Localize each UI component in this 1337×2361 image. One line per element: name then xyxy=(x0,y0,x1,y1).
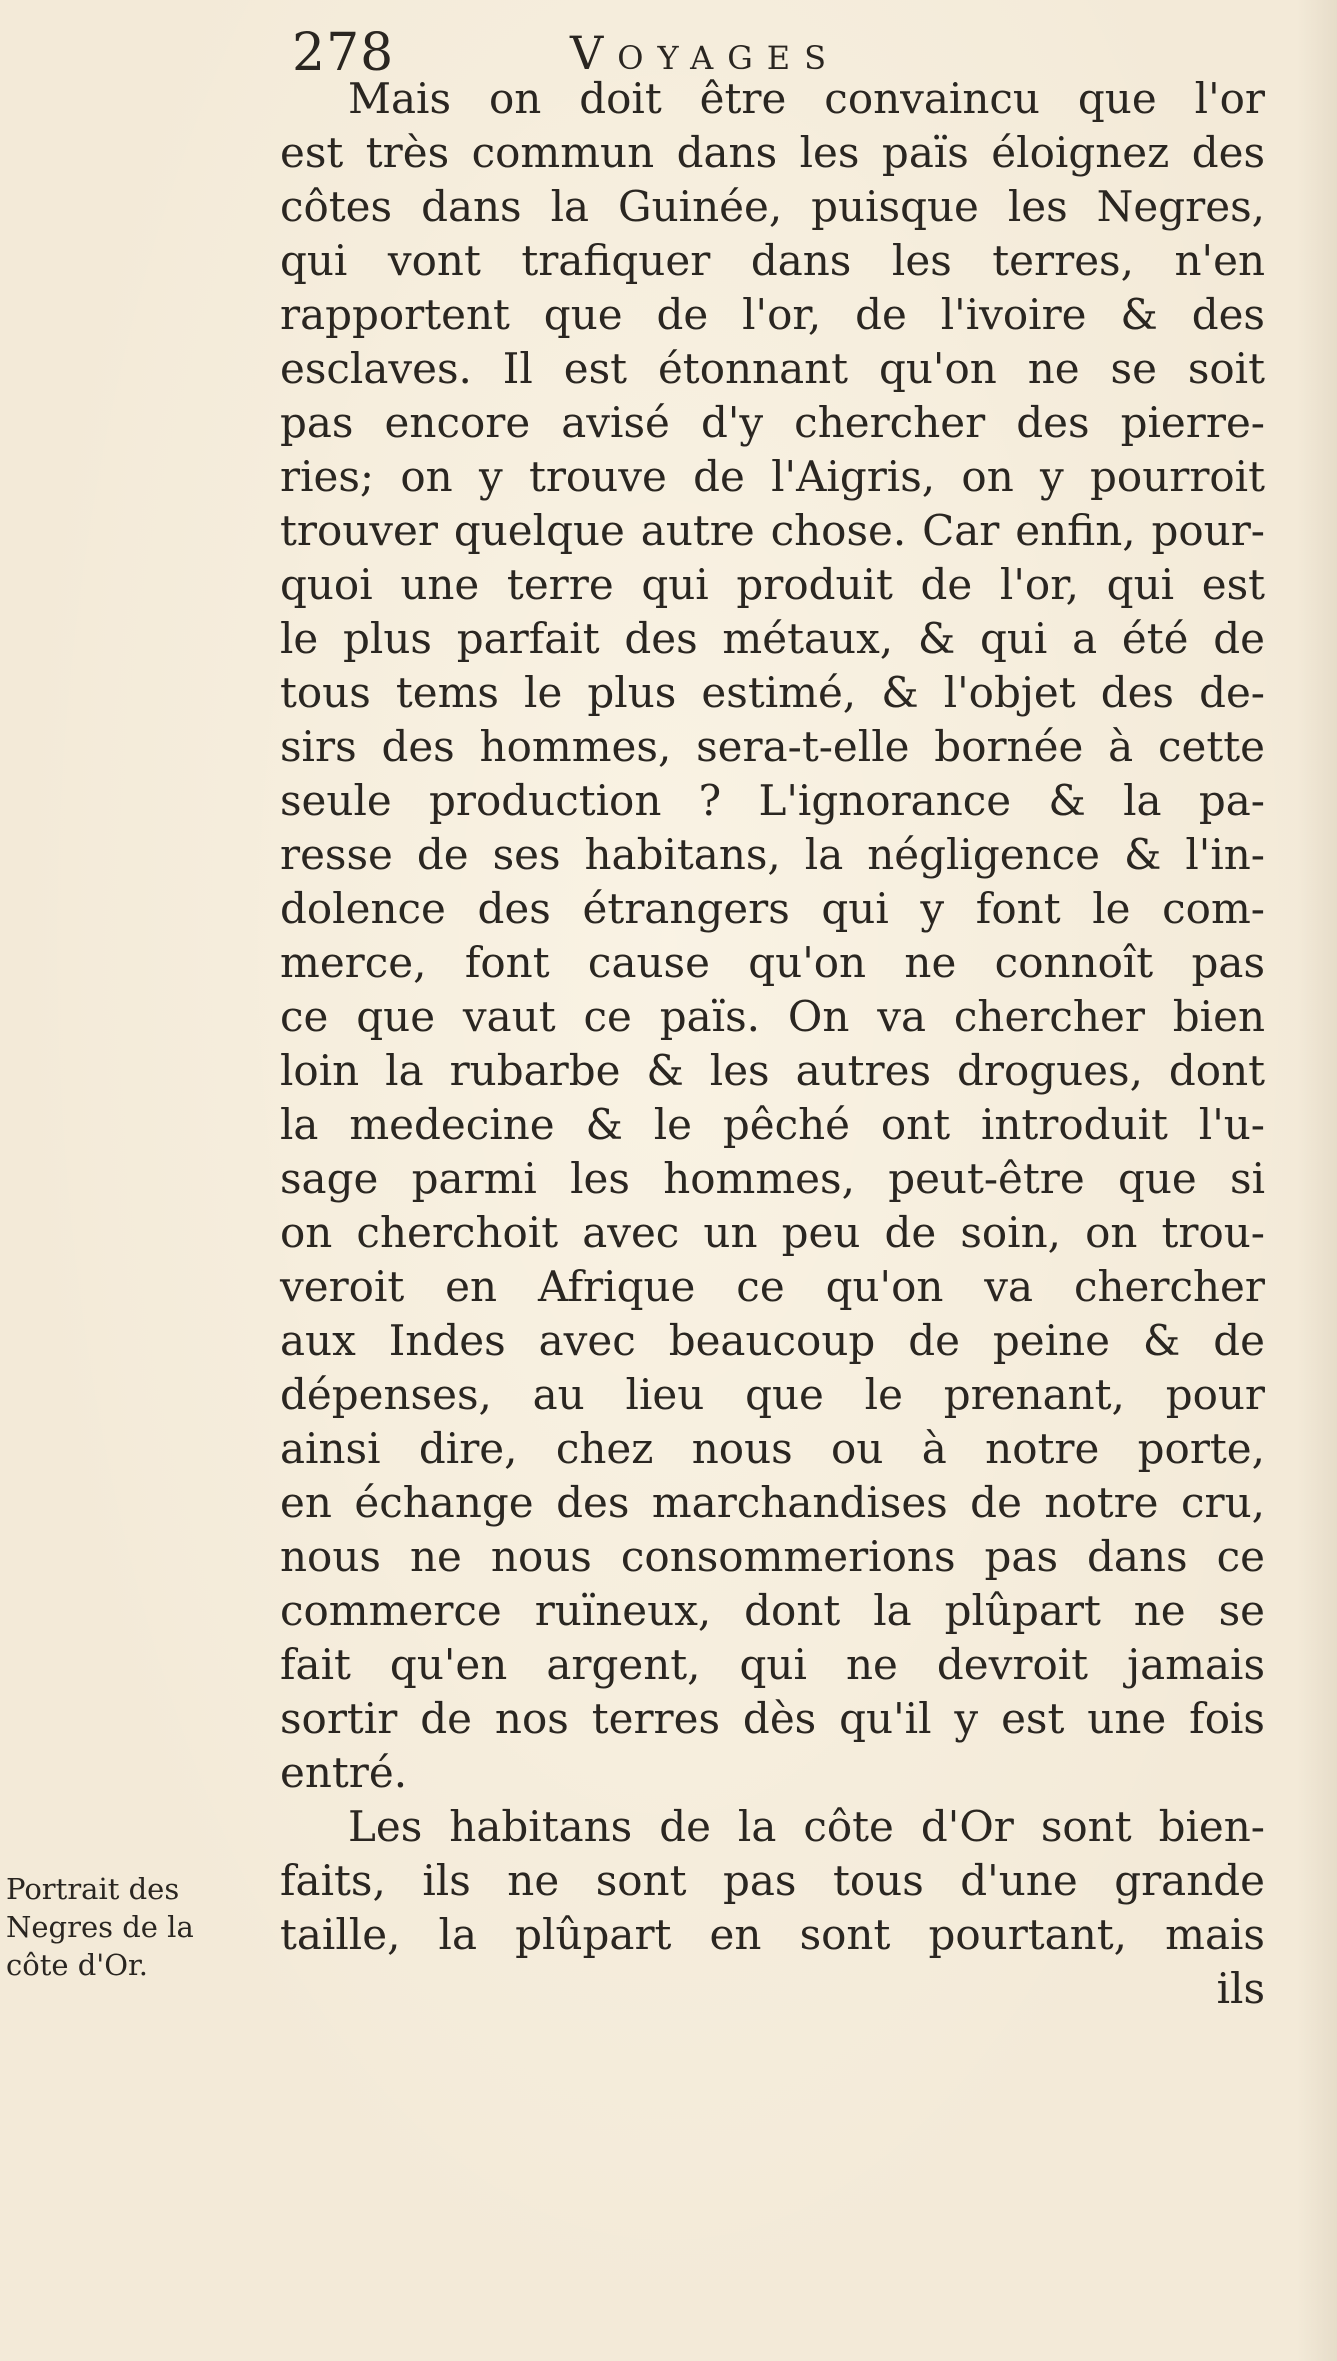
text-line: la medecine & le pêché ont introduit l'u- xyxy=(280,1100,1265,1149)
page-number: 278 xyxy=(292,23,395,83)
text-line: dépenses, au lieu que le prenant, pour xyxy=(280,1370,1265,1419)
text-line: sirs des hommes, sera-t-elle bornée à cette xyxy=(280,722,1265,771)
text-line: Mais on doit être convaincu que l'or xyxy=(348,74,1265,123)
margin-note-line: côte d'Or. xyxy=(6,1948,148,1982)
text-line: qui vont trafiquer dans les terres, n'en xyxy=(280,236,1265,285)
text-line: pas encore avisé d'y chercher des pierre- xyxy=(280,398,1265,447)
text-line: quoi une terre qui produit de l'or, qui est xyxy=(280,560,1265,609)
text-line: côtes dans la Guinée, puisque les Negres, xyxy=(280,182,1265,231)
text-line: ries; on y trouve de l'Aigris, on y pourroit xyxy=(280,452,1265,501)
text-line: est très commun dans les païs éloignez des xyxy=(280,128,1265,177)
text-line: tous tems le plus estimé, & l'objet des de- xyxy=(280,668,1265,717)
body-text xyxy=(280,72,1265,2016)
text-line: veroit en Afrique ce qu'on va chercher xyxy=(280,1262,1265,1311)
text-line: resse de ses habitans, la négligence & l'in- xyxy=(280,830,1265,879)
text-line: rapportent que de l'or, de l'ivoire & des xyxy=(280,290,1265,339)
text-line: sage parmi les hommes, peut-être que si xyxy=(280,1154,1265,1203)
text-line: Les habitans de la côte d'Or sont bien- xyxy=(348,1802,1265,1851)
running-title: Voyages xyxy=(570,26,841,80)
text-line: le plus parfait des métaux, & qui a été de xyxy=(280,614,1265,663)
text-line: seule production ? L'ignorance & la pa- xyxy=(280,776,1265,825)
text-line: on cherchoit avec un peu de soin, on trou- xyxy=(280,1208,1265,1257)
text-line: nous ne nous consommerions pas dans ce xyxy=(280,1532,1265,1581)
text-line: ce que vaut ce païs. On va chercher bien xyxy=(280,992,1265,1041)
text-line: fait qu'en argent, qui ne devroit jamais xyxy=(280,1640,1265,1689)
text-line: trouver quelque autre chose. Car enfin, pour- xyxy=(280,506,1265,555)
margin-note-line: Negres de la xyxy=(6,1910,194,1944)
text-line: aux Indes avec beaucoup de peine & de xyxy=(280,1316,1265,1365)
text-line: en échange des marchandises de notre cru, xyxy=(280,1478,1265,1527)
page-gutter-shadow xyxy=(1297,0,1337,2361)
text-line: taille, la plûpart en sont pourtant, mais xyxy=(280,1910,1265,1959)
margin-note xyxy=(6,1870,268,1984)
text-line: ainsi dire, chez nous ou à notre porte, xyxy=(280,1424,1265,1473)
text-line: sortir de nos terres dès qu'il y est une fois xyxy=(280,1694,1265,1743)
text-line: esclaves. Il est étonnant qu'on ne se soit xyxy=(280,344,1265,393)
catchword: ils xyxy=(1216,1964,1265,2013)
text-line: entré. xyxy=(280,1748,408,1797)
text-line: dolence des étrangers qui y font le com- xyxy=(280,884,1265,933)
text-line: commerce ruïneux, dont la plûpart ne se xyxy=(280,1586,1265,1635)
margin-note-line: Portrait des xyxy=(6,1872,180,1906)
text-line: loin la rubarbe & les autres drogues, dont xyxy=(280,1046,1265,1095)
text-line: merce, font cause qu'on ne connoît pas xyxy=(280,938,1265,987)
text-line: faits, ils ne sont pas tous d'une grande xyxy=(280,1856,1265,1905)
